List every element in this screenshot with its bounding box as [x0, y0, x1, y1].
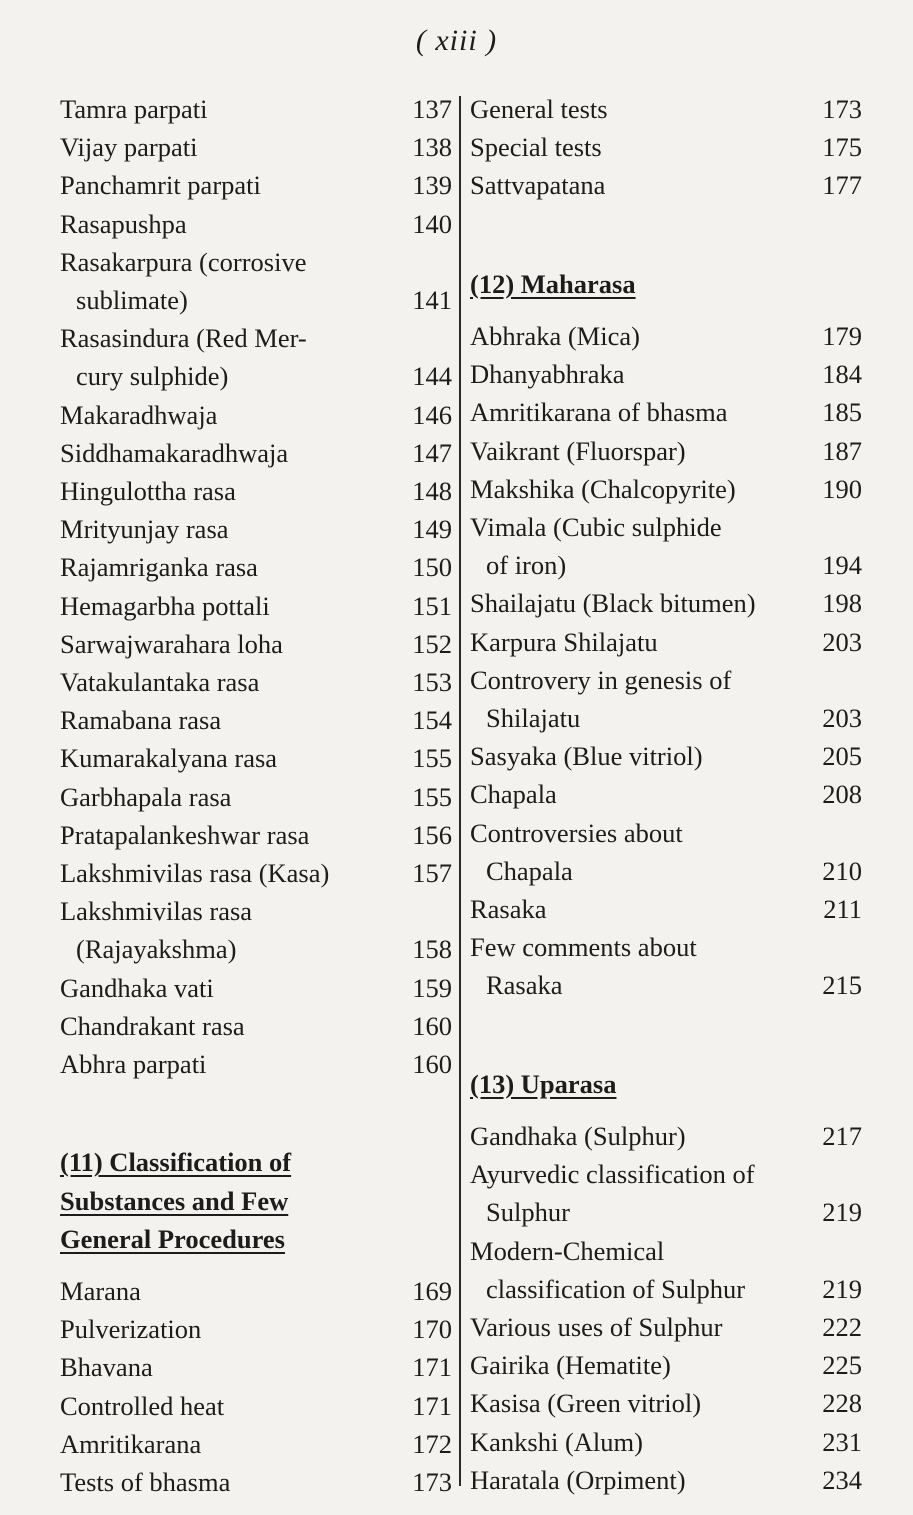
toc-entry-page: 228: [822, 1388, 862, 1419]
toc-entry-page: 147: [412, 437, 452, 468]
toc-entry-title: [470, 661, 731, 737]
toc-entry-page: 155: [412, 743, 452, 774]
toc-entry-title-line: Gairika (Hematite): [470, 1350, 671, 1381]
toc-entry-title: [60, 548, 258, 586]
toc-entry-title: [60, 701, 221, 739]
toc-entry-title-line: (Rajayakshma): [76, 934, 237, 965]
toc-entry-page: 158: [412, 934, 452, 965]
toc-entry-title-line: Hingulottha rasa: [60, 476, 236, 507]
toc-entry: [470, 128, 862, 166]
toc-entry-title-line: Few comments about: [470, 932, 697, 963]
toc-entry-page: 208: [822, 779, 862, 810]
toc-entry: [470, 1232, 862, 1308]
toc-entry-page: 173: [412, 1467, 452, 1498]
spacer: [470, 303, 862, 317]
toc-entry-title: [470, 393, 728, 431]
toc-entry-title: [60, 1425, 201, 1463]
toc-entry-title: [60, 396, 217, 434]
toc-entry-title-line: Bhavana: [60, 1352, 153, 1383]
toc-entry-page: 203: [822, 703, 862, 734]
toc-entry-page: 137: [412, 94, 452, 124]
toc-entry-title: [60, 969, 214, 1007]
toc-entry-title-line: Rasapushpa: [60, 208, 187, 239]
toc-entry: [470, 90, 862, 128]
toc-entry-title-line: Modern-Chemical: [470, 1235, 665, 1266]
toc-entry: [470, 928, 862, 1004]
toc-entry-title: [470, 1461, 686, 1499]
toc-entry-title: [470, 128, 602, 166]
spacer: [60, 1083, 452, 1121]
toc-entry-title: [60, 854, 329, 892]
toc-entry-title: [60, 625, 283, 663]
toc-entry-page: 170: [412, 1314, 452, 1345]
toc-entry-title: [470, 470, 736, 508]
spacer: [470, 1103, 862, 1117]
toc-entry-title-line: Kasisa (Green vitriol): [470, 1388, 702, 1419]
toc-entry-page: 139: [412, 170, 452, 201]
toc-entry: [60, 510, 452, 548]
toc-entry-title: [470, 1308, 722, 1346]
toc-entry-page: 187: [822, 435, 862, 466]
toc-entry-title-line: Siddhamakaradhwaja: [60, 437, 289, 468]
toc-right-column: [470, 90, 862, 1499]
toc-entry: [470, 1346, 862, 1384]
toc-entry-title: [470, 1155, 755, 1231]
toc-entry-title: [470, 432, 686, 470]
toc-entry: [470, 775, 862, 813]
toc-entry-page: 155: [412, 781, 452, 812]
toc-entry: [470, 393, 862, 431]
toc-entry-title: [470, 508, 722, 584]
toc-entry-title-line: Lakshmivilas rasa: [60, 896, 253, 927]
toc-entry-title: [470, 317, 640, 355]
toc-entry-title: [470, 737, 703, 775]
toc-entry-page: 153: [412, 667, 452, 698]
toc-entry-title-line: Tamra parpati: [60, 94, 208, 124]
toc-entry: [60, 778, 452, 816]
toc-entry: [470, 508, 862, 584]
toc-entry-title-line: Dhanyabhraka: [470, 359, 625, 390]
toc-entry-title-line: Abhraka (Mica): [470, 321, 640, 351]
toc-entry-title: [470, 623, 658, 661]
toc-entry: [60, 1007, 452, 1045]
toc-entry-title: [60, 892, 252, 968]
toc-left-column: [60, 90, 452, 1501]
toc-entry-page: 152: [412, 628, 452, 659]
toc-entry-title: [60, 739, 277, 777]
toc-entry-title-line: Shilajatu: [486, 703, 581, 734]
toc-entry-title-line: classification of Sulphur: [486, 1273, 746, 1304]
toc-entry-title: [470, 584, 756, 622]
section-heading-11: [60, 1143, 452, 1258]
toc-entry-title: [470, 90, 608, 128]
toc-entry: [60, 625, 452, 663]
toc-entry-title-line: Lakshmivilas rasa (Kasa): [60, 858, 330, 889]
toc-entry: [470, 1461, 862, 1499]
toc-entry: [60, 1310, 452, 1348]
toc-entry-title-line: Amritikarana: [60, 1428, 202, 1459]
toc-entry-page: 151: [412, 590, 452, 621]
toc-entry: [60, 892, 452, 968]
toc-entry-page: 149: [412, 514, 452, 545]
toc-entry-title: [470, 1346, 671, 1384]
section-heading-line: (11) Classification of: [60, 1147, 292, 1178]
toc-entry: [470, 355, 862, 393]
toc-entry-title-line: Marana: [60, 1276, 141, 1307]
toc-entry: [60, 243, 452, 319]
toc-entry: [60, 816, 452, 854]
toc-entry-title-line: Gandhaka (Sulphur): [470, 1121, 686, 1152]
toc-entry: [60, 701, 452, 739]
toc-entry-title: [470, 166, 605, 204]
toc-entry-title: [60, 90, 208, 128]
toc-entry-title-line: Rasakarpura (corrosive: [60, 246, 307, 277]
toc-entry-page: 222: [822, 1312, 862, 1343]
toc-entry-page: 160: [412, 1049, 452, 1080]
toc-entry-title-line: Vimala (Cubic sulphide: [470, 512, 722, 543]
toc-entry-title-line: Vijay parpati: [60, 132, 198, 163]
toc-entry: [60, 739, 452, 777]
toc-entry-title: [60, 243, 306, 319]
toc-entry-title: [470, 355, 625, 393]
toc-entry-title: [60, 1463, 230, 1501]
toc-entry: [60, 90, 452, 128]
toc-entry-page: 211: [823, 894, 862, 925]
toc-entry: [60, 854, 452, 892]
toc-entry: [60, 1272, 452, 1310]
toc-entry: [60, 128, 452, 166]
toc-entry: [470, 584, 862, 622]
toc-entry-title: [60, 128, 197, 166]
toc-entry-page: 144: [412, 361, 452, 392]
toc-entry: [470, 1308, 862, 1346]
toc-entry-title-line: Controvery in genesis of: [470, 664, 732, 695]
column-divider: [459, 96, 461, 1486]
spacer: [470, 1005, 862, 1027]
toc-entry-title-line: Makaradhwaja: [60, 399, 218, 430]
toc-entry: [60, 663, 452, 701]
spacer: [470, 205, 862, 227]
toc-entry-title-line: Kankshi (Alum): [470, 1426, 643, 1457]
toc-entry-title-line: Amritikarana of bhasma: [470, 397, 728, 428]
toc-entry-title: [470, 890, 547, 928]
toc-entry: [470, 661, 862, 737]
toc-entry-page: 171: [412, 1352, 452, 1383]
toc-entry: [470, 470, 862, 508]
toc-entry: [60, 434, 452, 472]
toc-entry: [470, 1384, 862, 1422]
toc-entry-page: 157: [412, 858, 452, 889]
toc-entry-page: 234: [822, 1464, 862, 1495]
toc-entry: [470, 166, 862, 204]
toc-entry-title: [470, 1384, 701, 1422]
toc-entry-page: 203: [822, 626, 862, 657]
toc-entry-page: 175: [822, 132, 862, 163]
toc-entry: [60, 166, 452, 204]
toc-entry-title: [60, 587, 270, 625]
toc-entry: [60, 319, 452, 395]
toc-entry-title-line: Controversies about: [470, 817, 683, 848]
spacer: [60, 1121, 452, 1143]
toc-entry-page: 215: [822, 970, 862, 1001]
toc-entry-title-line: Chapala: [486, 855, 573, 886]
toc-entry-title: [470, 775, 557, 813]
toc-entry-title-line: Haratala (Orpiment): [470, 1464, 686, 1495]
toc-entry-title: [60, 778, 231, 816]
spacer: [470, 227, 862, 265]
toc-entry: [60, 1348, 452, 1386]
toc-entry-title: [60, 1045, 206, 1083]
page-number: ( xiii ): [415, 24, 498, 57]
toc-entry-page: 173: [822, 94, 862, 124]
toc-entry-page: 156: [412, 819, 452, 850]
toc-entry-title-line: Pulverization: [60, 1314, 202, 1345]
section-heading-line: General Procedures: [60, 1223, 285, 1254]
toc-entry-page: 150: [412, 552, 452, 583]
toc-entry-title: [60, 1272, 141, 1310]
toc-entry-title: [470, 1232, 745, 1308]
toc-entry-title-line: Sulphur: [486, 1197, 570, 1228]
section-heading-13: [470, 1065, 862, 1103]
toc-entry-title: [60, 1348, 153, 1386]
toc-entry-title-line: Various uses of Sulphur: [470, 1312, 723, 1343]
toc-entry: [60, 587, 452, 625]
toc-entry-page: 146: [412, 399, 452, 430]
toc-entry-title-line: Rasaka: [486, 970, 563, 1001]
toc-entry-page: 159: [412, 972, 452, 1003]
section-heading-line: (13) Uparasa: [470, 1068, 617, 1099]
toc-entry-page: 140: [412, 208, 452, 239]
toc-entry-title: [60, 319, 307, 395]
spacer: [60, 1258, 452, 1272]
toc-entry-title: [60, 434, 288, 472]
toc-entry-title-line: Garbhapala rasa: [60, 781, 232, 812]
toc-entry: [470, 737, 862, 775]
toc-entry: [470, 1155, 862, 1231]
toc-entry-title-line: Mrityunjay rasa: [60, 514, 229, 545]
toc-entry: [60, 396, 452, 434]
toc-entry-title: [60, 663, 259, 701]
toc-entry-page: 141: [412, 285, 452, 316]
toc-entry-page: 231: [822, 1426, 862, 1457]
toc-entry-page: 225: [822, 1350, 862, 1381]
toc-entry: [60, 969, 452, 1007]
toc-entry-title-line: Vaikrant (Fluorspar): [470, 435, 686, 466]
toc-entry-page: 172: [412, 1428, 452, 1459]
toc-entry-page: 154: [412, 705, 452, 736]
toc-entry-title-line: Sarwajwarahara loha: [60, 628, 283, 659]
toc-entry-title-line: Karpura Shilajatu: [470, 626, 658, 657]
toc-entry-title-line: Ayurvedic classification of: [470, 1159, 755, 1190]
toc-entry-title-line: Chandrakant rasa: [60, 1010, 245, 1041]
toc-entry-page: 219: [822, 1197, 862, 1228]
toc-entry-title: [60, 816, 309, 854]
toc-entry: [470, 1117, 862, 1155]
toc-entry-title-line: Panchamrit parpati: [60, 170, 261, 201]
toc-entry-title-line: cury sulphide): [76, 361, 229, 392]
toc-entry-title-line: Tests of bhasma: [60, 1467, 231, 1498]
toc-entry-page: 148: [412, 476, 452, 507]
toc-entry-title-line: Controlled heat: [60, 1390, 225, 1421]
toc-entry-title-line: Chapala: [470, 779, 557, 810]
toc-entry-title: [470, 1117, 686, 1155]
toc-entry-title-line: Hemagarbha pottali: [60, 590, 270, 621]
toc-entry-title-line: of iron): [486, 550, 567, 581]
toc-entry-title: [60, 510, 229, 548]
toc-entry-title-line: Gandhaka vati: [60, 972, 214, 1003]
toc-entry-title-line: Kumarakalyana rasa: [60, 743, 278, 774]
toc-entry-title: [470, 1423, 643, 1461]
toc-entry: [60, 1463, 452, 1501]
toc-entry-title-line: sublimate): [76, 285, 188, 316]
toc-entry: [60, 548, 452, 586]
toc-entry-title-line: Sattvapatana: [470, 170, 606, 201]
toc-entry-page: 177: [822, 170, 862, 201]
section-heading-12: [470, 265, 862, 303]
toc-entry-page: 179: [822, 321, 862, 351]
toc-entry: [470, 1423, 862, 1461]
toc-entry-title-line: Sasyaka (Blue vitriol): [470, 741, 703, 772]
toc-entry-title: [60, 1007, 245, 1045]
toc-entry-title: [470, 814, 683, 890]
toc-entry: [470, 814, 862, 890]
toc-entry-title: [60, 1387, 224, 1425]
toc-entry-title-line: Shailajatu (Black bitumen): [470, 588, 756, 619]
toc-entry-page: 185: [822, 397, 862, 428]
toc-entry-title-line: Special tests: [470, 132, 602, 163]
toc-entry: [60, 205, 452, 243]
toc-entry: [470, 317, 862, 355]
toc-entry-page: 205: [822, 741, 862, 772]
toc-entry: [470, 890, 862, 928]
toc-entry-title-line: Abhra parpati: [60, 1049, 207, 1080]
toc-entry-title: [60, 205, 187, 243]
toc-entry-title-line: Rasasindura (Red Mer-: [60, 323, 307, 354]
toc-entry-page: 198: [822, 588, 862, 619]
toc-entry: [60, 1387, 452, 1425]
toc-entry-title-line: Makshika (Chalcopyrite): [470, 473, 736, 504]
toc-entry-title: [60, 166, 261, 204]
toc-entry-page: 217: [822, 1121, 862, 1152]
toc-entry-page: 219: [822, 1273, 862, 1304]
toc-entry-page: 160: [412, 1010, 452, 1041]
toc-entry-page: 190: [822, 473, 862, 504]
section-heading-line: (12) Maharasa: [470, 268, 636, 299]
section-heading-line: Substances and Few: [60, 1185, 289, 1216]
toc-entry-title: [60, 472, 236, 510]
toc-entry-title-line: Rajamriganka rasa: [60, 552, 258, 583]
toc-entry: [470, 432, 862, 470]
toc-entry-page: 184: [822, 359, 862, 390]
toc-entry-title: [470, 928, 697, 1004]
toc-entry-title-line: Rasaka: [470, 894, 547, 925]
toc-entry: [60, 472, 452, 510]
toc-entry-page: 194: [822, 550, 862, 581]
spacer: [470, 1027, 862, 1065]
toc-entry: [470, 623, 862, 661]
toc-entry-title-line: Ramabana rasa: [60, 705, 222, 736]
toc-entry-page: 169: [412, 1276, 452, 1307]
toc-entry-page: 138: [412, 132, 452, 163]
toc-entry-title-line: Pratapalankeshwar rasa: [60, 819, 310, 850]
toc-entry-title: [60, 1310, 201, 1348]
toc-entry: [60, 1425, 452, 1463]
toc-entry-title-line: Vatakulantaka rasa: [60, 667, 260, 698]
toc-entry: [60, 1045, 452, 1083]
toc-entry-page: 210: [822, 855, 862, 886]
toc-entry-title-line: General tests: [470, 94, 608, 124]
toc-entry-page: 171: [412, 1390, 452, 1421]
